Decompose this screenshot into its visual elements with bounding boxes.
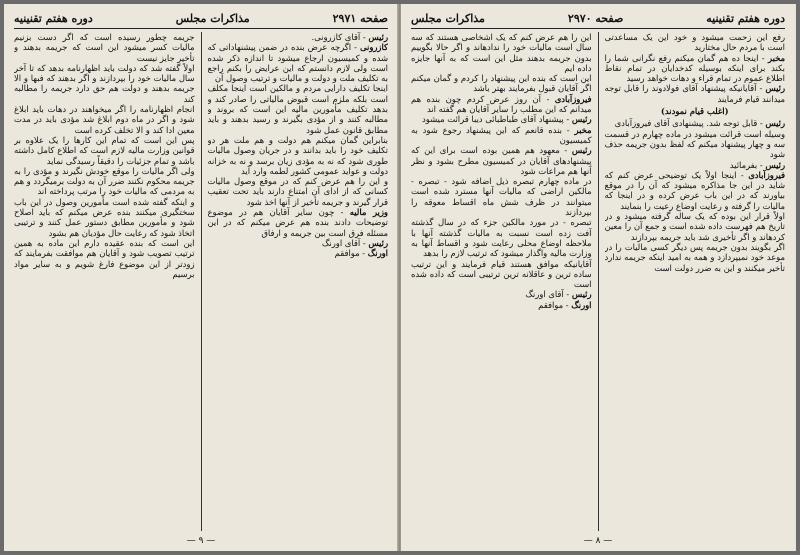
speaker-paragraph: کازرونی - اگرچه عرض بنده در ضمن پیشنهاداتی که شده و کمیسیون ارجاع میشود تا اندازه ذکر شده است ولی لازم دانستم که این عرایض را بکنم راجع به تکلیف ملت و دولت و مالیات و ترتیب وصول آن xyxy=(207,42,388,84)
speaker-paragraph: رئیس - آقای اورنگ xyxy=(525,289,592,300)
speaker-name: مخبر xyxy=(767,52,785,63)
page-footer: — ۹ — xyxy=(186,536,216,546)
text-paragraph: رفع این زحمت میشود و خود این یک مساعدتی است با مردم حال مختارید xyxy=(604,32,785,53)
speaker-paragraph: مخبر - بنده قانعم که این پیشنهاد رجوع شود به کمیسیون xyxy=(411,124,592,145)
speaker-name: رئیس xyxy=(571,145,592,156)
speaker-name: رئیس xyxy=(571,114,592,125)
left-page xyxy=(4,4,399,551)
text-paragraph: اولاً قرار این بوده که یک ساله گرفته میشود و در تاریخ هم فهرست داده شده است و جمع آن را معین کردهاند و اگر تأخیری شد باید جریمه بپردازند xyxy=(604,211,785,242)
speaker-paragraph: مخبر - اینجا ده هم گمان میکنم رفع نگرانی شما را بکند برای اینکه بوسیله کدخدایان در تمام نقاط اطلاع عموم در تمام قراء و دهات خواهد رسید xyxy=(604,52,785,84)
text-paragraph: اولاً گفته شد که دولت باید اظهارنامه بدهد که تا آخر سال مالیات خود را بپردازند و اگر بدهند که فبها و الا جریمه بدهند و دولت هم حق دارد جریمه را مطالبه کند xyxy=(14,62,195,104)
text-paragraph: و این را هم عرض کنم که در موقع وصول مالیات کسانی که از ادای آن امتناع دارند باید تحت تعقیب قرار گیرند و جریمه تأخیر از آنها اخذ شود xyxy=(207,176,388,207)
speaker-paragraph: وزیر مالیه - چون سایر آقایان هم در موضوع توضیحات دادند بنده هم عرض میکنم که در این مسئله فرق است بین جریمه و ارفاق xyxy=(207,207,388,238)
text-paragraph: این است که بنده این پیشنهاد را کردم و گمان میکنم اگر آقایان قبول بفرمایند بهتر باشد xyxy=(411,73,592,94)
speaker-name: فیروزآبادی xyxy=(748,169,785,180)
speaker-paragraph: فیروزآبادی - اینجا اولاً یک توضیحی عرض کنم که شاید در این جا مذاکره میشود که آن را در موقع بیاورند که در این باب عرض کرده و در اینجا که مالیات را گرفته و رعایت اوضاع رعیت را بنمایند xyxy=(604,169,785,211)
header-title: مذاکرات مجلس xyxy=(175,11,250,25)
header-rule xyxy=(14,28,388,29)
page-number: ۹ xyxy=(198,536,204,546)
header-title: مذاکرات مجلس xyxy=(411,11,485,25)
speaker-paragraph: رئیس - آقای کازرونی. xyxy=(311,32,388,42)
speaker-name: وزیر مالیه xyxy=(349,207,388,218)
speaker-paragraph: رئیس - آقایانیکه پیشنهاد آقای فولادوند را قابل توجه میدانند قیام فرمایند xyxy=(604,83,785,104)
speaker-paragraph: اورنگ - موافقم xyxy=(334,248,388,259)
speaker-name: رئیس xyxy=(765,118,785,129)
text-paragraph: این است که بنده عقیده دارم این ماده به همین ترتیب تصویب شود و آقایان هم موافقت بفرمایند که زودتر از این موضوع فارغ شویم و به سایر مواد برسیم xyxy=(14,237,195,279)
column-divider xyxy=(598,32,599,531)
text-paragraph: بنابراین گمان میکنم هم دولت و هم ملت هر دو تکلیف خود را باید بدانند و در جریان وصول مالیات طوری شود که نه به مؤدی زیان برسد و نه به خزانه دولت و عواید عمومی کشور لطمه وارد آید xyxy=(207,134,388,176)
left-page-columns xyxy=(14,32,388,531)
speaker-name: رئیس xyxy=(765,83,785,94)
header-session: دوره هفتم تقنینیه xyxy=(706,11,785,25)
text-paragraph: وسیله است قرائت میشود در ماده چهارم در قسمت سه و چهار پیشنهاد میکنم که لفظ بدون جریمه حذف شود xyxy=(604,128,785,160)
text-paragraph: در ماده چهارم تبصره ذیل اضافه شود - تبصره - مالکین اراضی که مالیات آنها مسترد شده است میتوانند در ظرف شش ماه اقساط معوقه را بپردازند xyxy=(411,176,592,218)
speaker-name: مخبر xyxy=(574,124,592,135)
header-rule xyxy=(411,28,785,29)
speaker-paragraph: رئیس - پیشنهاد آقای طباطبائی دیبا قرائت میشود xyxy=(422,114,592,125)
text-column-left xyxy=(411,32,592,531)
right-page-header xyxy=(411,10,785,26)
speaker-name: رئیس xyxy=(368,237,388,248)
vote-note: (اغلب قیام نمودند) xyxy=(660,106,729,117)
header-session: دوره هفتم تقنینیه xyxy=(14,11,93,25)
text-column-right xyxy=(208,32,389,531)
text-paragraph: آقایانیکه موافق هستند قیام فرمایند و این ترتیب ساده ترین و عاقلانه ترین ترتیبی است که داده شده است xyxy=(411,258,592,290)
page-number: ۸ xyxy=(595,536,601,546)
right-page-columns xyxy=(411,32,785,531)
speaker-paragraph: اورنگ - موافقم xyxy=(538,299,592,310)
speaker-name: اورنگ xyxy=(571,299,592,310)
text-paragraph: ولی اگر مالیات را موقع خودش نگیرند و مؤدی را به جریمه محکوم نکنند ضرر آن به دولت برمیگردد و هم به مردمی که مالیات خود را مرتب پرداخته اند xyxy=(14,165,195,197)
speaker-paragraph: رئیس - بفرمائید xyxy=(729,159,785,170)
speaker-name: رئیس xyxy=(765,159,785,170)
speaker-paragraph: رئیس - معهود هم همین بوده است برای این که پیشنهادهای آقایان در کمیسیون مطرح بشود و نظر آنها هم مراعات شود xyxy=(411,145,592,176)
text-column-right xyxy=(605,32,786,531)
right-page xyxy=(401,4,795,551)
text-paragraph: جریمه چطور رسیده است که اگر دست بزنیم مالیات کسر میشود این است که جریمه بدهند و تأخیر جایز نیست xyxy=(14,32,195,63)
text-paragraph: این را هم عرض کنم که یک اشخاصی هستند که سه سال است مالیات خود را ندادهاند و اگر حالا بگوییم بدون جریمه بدهند مثل این است که به آنها جایزه داده ایم xyxy=(411,32,592,73)
speaker-name: رئیس xyxy=(368,32,388,42)
text-paragraph: انجام اظهارنامه را اگر میخواهند در دهات باید ابلاغ شود و اگر در ماه دوم ابلاغ شد مؤدی باید در مدت معین ادا کند و الا تخلف کرده است xyxy=(14,104,195,135)
speaker-paragraph: فیروزآبادی - آن روز عرض کردم چون بنده هم میدانم که این مطلب را سایر آقایان هم گفته اند xyxy=(411,93,592,115)
text-paragraph: اینجا تکلیف دارایی مردم و مالکین است اینجا مکلف است بلکه ملزم است قبوض مالیاتی را صادر کند و بدهد تکلیف مأمورین مالیه این است که بروند و مطالبه کنند و از مؤدی بگیرند و رسید بدهند و باید مطابق قانون عمل شود xyxy=(207,83,388,135)
page-footer: — ۸ — xyxy=(583,536,613,546)
left-page-header xyxy=(14,10,388,26)
text-column-left xyxy=(14,32,195,531)
speaker-name: کازرونی xyxy=(360,42,388,53)
speaker-name: رئیس xyxy=(571,289,592,300)
book-spread xyxy=(4,4,796,551)
column-divider xyxy=(201,32,202,531)
text-paragraph: پس این است که تمام این کارها را یک علاوه بر قوانین وزارت مالیه لازم است که اطلاع کامل داشته باشد و تمام جزئیات را دقیقاً رسیدگی نماید xyxy=(14,134,195,166)
page-number-header: صفحه ۲۹۷۱ xyxy=(332,11,388,25)
page-number-header: صفحه ۲۹۷۰ xyxy=(567,11,624,25)
speaker-name: فیروزآبادی xyxy=(554,93,592,104)
text-paragraph: اگر بگویند بدون جریمه پس دیگر کسی مالیات را در موعد خود نمیپردازد و همه به امید اینکه جریمه ندارد تأخیر میکنند و این به ضرر دولت است xyxy=(604,241,785,273)
text-paragraph: و اینکه گفته شده است مأمورین وصول در این باب سختگیری میکنند بنده عرض میکنم که باید اصلاح شود و مأمورین مطابق دستور عمل کنند و ترتیبی اتخاذ شود که رعایت حال مؤدیان هم بشود xyxy=(14,196,195,238)
text-paragraph: تبصره - در مورد مالکین جزء که در سال گذشته آفت زده است نسبت به مالیات گذشته آنها با ملاحظه اوضاع محلی رعایت شود و اقساط آنها به وزارت مالیه واگذار میشود که ترتیب لازم را بدهد xyxy=(411,217,592,259)
speaker-name: اورنگ xyxy=(367,248,388,259)
speaker-paragraph: رئیس - آقای اورنگ xyxy=(321,237,388,248)
speaker-paragraph: رئیس - قابل توجه شد. پیشنهادی آقای فیروزآبادی xyxy=(614,118,785,129)
